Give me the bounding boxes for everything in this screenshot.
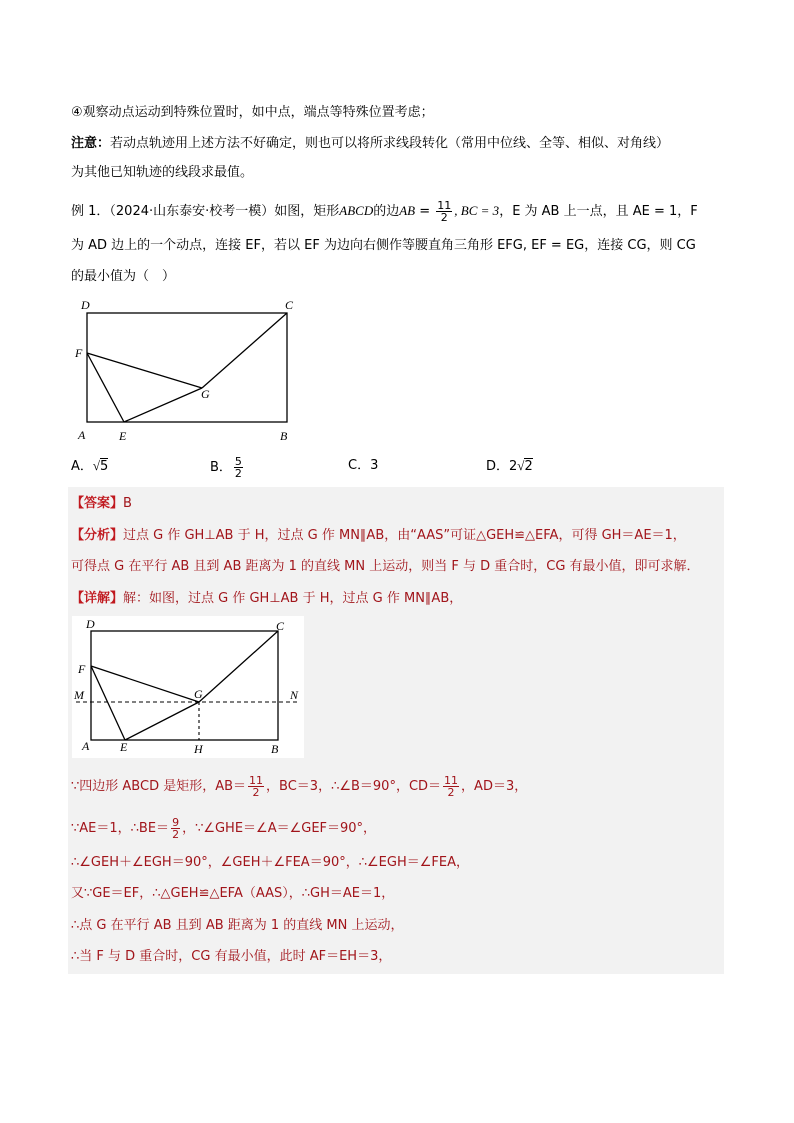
segment-fg [87, 353, 202, 388]
segment-fe [87, 353, 124, 422]
segment-fe-2 [91, 666, 125, 740]
ab-label: AB [399, 203, 416, 218]
step-3: ∴∠GEH＋∠EGH＝90°，∠GEH＋∠FEA＝90°，∴∠EGH＝∠FEA， [71, 855, 469, 870]
answer-tag: 【答案】 [71, 496, 124, 511]
step-1: ∵四边形 ABCD 是矩形，AB＝ $\frac{11}{2}$ ，BC＝3，∴∠B＝90°，CD＝ $\frac{11}{2}$ ，AD＝3， [71, 774, 528, 799]
step-6: ∴当 F 与 D 重合时，CG 有最小值，此时 AF＝EH＝3， [71, 949, 392, 964]
answer-value: B [123, 496, 132, 511]
label-c: C [285, 298, 294, 312]
label2-g: G [194, 687, 203, 701]
label2-m: M [74, 688, 84, 702]
detail-text-1: 解：如图，过点 G 作 GH⊥AB 于 H，过点 G 作 MN∥AB， [123, 591, 463, 606]
label2-e: E [120, 740, 128, 754]
answer-line [71, 494, 132, 514]
example-line-3: 的最小值为（ ） [71, 269, 176, 284]
segment-gc [202, 313, 287, 388]
label2-d: D [86, 617, 95, 631]
option-d: D．2√2 [486, 458, 533, 474]
example-line-2: 为 AD 边上的一个动点，连接 EF，若以 EF 为边向右侧作等腰直角三角形 EFG, EF = EG，连接 CG，则 CG [71, 238, 696, 253]
label2-c: C [276, 619, 285, 633]
note-label: 注意： [71, 136, 111, 151]
analysis-line-2: 可得点 G 在平行 AB 且到 AB 距离为 1 的直线 MN 上运动，则当 F 与 D 重合时，CG 有最小值，即可求解． [71, 559, 700, 574]
label2-h: H [194, 742, 203, 756]
option-c: C．3 [348, 458, 379, 473]
e-on-ab: ，E 为 AB 上一点，且 AE = 1，F [499, 204, 698, 219]
note-line-2: 为其他已知轨迹的线段求最值。 [71, 165, 254, 180]
detail-line-1 [71, 589, 462, 609]
ab-fraction: $\frac{11}{2}$ [437, 199, 452, 224]
analysis-line-1 [71, 526, 686, 546]
segment-eg-2 [125, 702, 199, 740]
label-d: D [81, 298, 90, 312]
label-b: B [280, 429, 288, 443]
label-g: G [201, 387, 210, 401]
step-5: ∴点 G 在平行 AB 且到 AB 距离为 1 的直线 MN 上运动， [71, 918, 404, 933]
label2-f: F [78, 662, 86, 676]
rectangle-abcd-2 [91, 631, 278, 740]
label2-b: B [271, 742, 279, 756]
example-side: 的边 [373, 204, 400, 219]
segment-fg-2 [91, 666, 199, 702]
label-f: F [75, 346, 83, 360]
detail-tag: 【详解】 [71, 591, 124, 606]
figure-2 [72, 616, 304, 758]
example-prefix: 例 1．（2024·山东泰安·校考一模）如图，矩形 [71, 204, 340, 219]
analysis-tag: 【分析】 [71, 528, 124, 543]
bc-value: , BC = 3 [454, 203, 500, 218]
label2-n: N [290, 688, 299, 702]
eq-sign: = [415, 204, 435, 219]
example-line-1 [71, 200, 698, 223]
note-text: 若动点轨迹用上述方法不好确定，则也可以将所求线段转化（常用中位线、全等、相似、对角线） [110, 136, 670, 151]
segment-eg [124, 388, 202, 422]
label-e: E [119, 429, 127, 443]
step-2: ∵AE＝1，∴BE＝ $\frac{9}{2}$ ，∵∠GHE＝∠A＝∠GEF＝90°， [71, 816, 377, 841]
figure-1 [72, 296, 312, 448]
note-line [71, 134, 669, 154]
intro-line-1: ④观察动点运动到特殊位置时，如中点，端点等特殊位置考虑； [71, 105, 434, 120]
analysis-text-1: 过点 G 作 GH⊥AB 于 H，过点 G 作 MN∥AB，由“AAS”可证△GEH≌△EFA，可得 GH＝AE＝1， [123, 528, 686, 543]
segment-gc-2 [199, 631, 278, 702]
label2-a: A [82, 739, 90, 753]
label-a: A [78, 428, 86, 442]
step-4: 又∵GE＝EF，∴△GEH≌△EFA（AAS），∴GH＝AE＝1， [71, 886, 395, 901]
option-b: B． $\frac{5}{2}$ [210, 455, 242, 480]
option-a: A．√5 [71, 458, 109, 474]
rect-name: ABCD [339, 203, 374, 218]
rectangle-abcd [87, 313, 287, 422]
